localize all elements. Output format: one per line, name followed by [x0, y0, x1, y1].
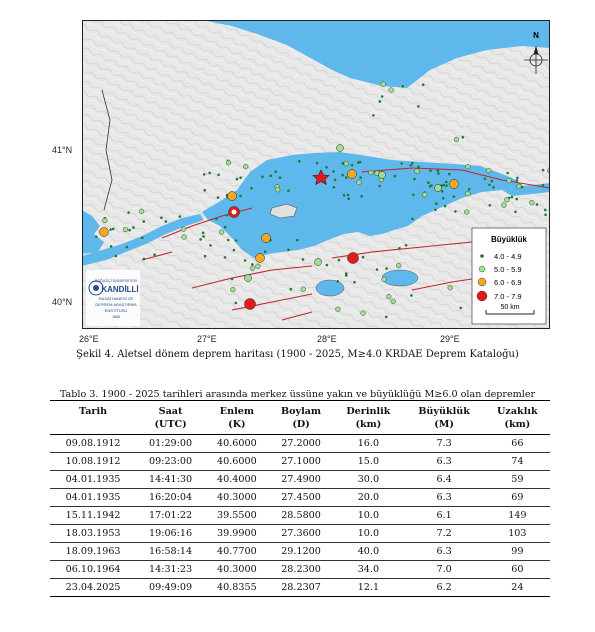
table-cell: 09:49:09	[136, 579, 205, 597]
event-dot	[362, 256, 365, 259]
event-m5	[337, 145, 344, 152]
event-dot	[181, 227, 186, 232]
event-dot	[202, 235, 205, 238]
event-dot	[103, 218, 108, 223]
event-dot	[302, 258, 305, 261]
table-cell: 7.0	[404, 561, 485, 579]
event-dot	[453, 195, 456, 198]
event-dot	[203, 189, 206, 192]
event-dot	[437, 169, 440, 172]
event-dot	[442, 197, 445, 200]
event-dot	[236, 178, 239, 181]
event-dot	[484, 178, 487, 181]
event-dot	[128, 229, 131, 232]
event-dot	[462, 136, 465, 139]
event-dot	[217, 196, 220, 199]
event-dot	[208, 172, 211, 175]
event-dot	[488, 184, 491, 187]
lon-label-28: 28°E	[317, 334, 337, 344]
event-dot	[381, 95, 384, 98]
lon-label-27: 27°E	[197, 334, 217, 344]
lat-label-41: 41°N	[52, 145, 73, 155]
table-cell: 74	[485, 453, 550, 471]
lon-label-29: 29°E	[440, 334, 460, 344]
event-dot	[361, 311, 366, 316]
svg-text:RASATHANESİ VE: RASATHANESİ VE	[98, 296, 134, 301]
event-dot	[492, 186, 495, 189]
event-dot	[422, 192, 427, 197]
table-cell: 103	[485, 525, 550, 543]
event-dot	[109, 228, 112, 231]
table-cell: 39.5500	[205, 507, 269, 525]
earthquake-table	[50, 400, 550, 597]
table-cell: 28.5800	[269, 507, 333, 525]
table-cell: 40.6000	[205, 453, 269, 471]
event-dot	[454, 210, 457, 213]
event-dot	[115, 255, 118, 258]
event-dot	[127, 211, 130, 214]
event-dot	[203, 173, 206, 176]
table-cell: 16.0	[333, 435, 403, 453]
event-dot	[250, 266, 255, 271]
event-dot	[394, 175, 397, 178]
table-cell: 40.7700	[205, 543, 269, 561]
event-dot	[517, 184, 522, 189]
event-dot	[233, 249, 236, 252]
event-dot	[411, 162, 414, 165]
event-dot	[437, 172, 440, 175]
event-m5	[315, 259, 322, 266]
event-dot	[507, 178, 512, 183]
institute-logo	[86, 270, 140, 326]
table-cell: 6.1	[404, 507, 485, 525]
event-dot	[274, 171, 277, 174]
table-row	[50, 543, 550, 561]
event-dot	[530, 200, 535, 205]
event-dot	[143, 220, 146, 223]
event-dot	[217, 174, 220, 177]
table-cell: 15.0	[333, 453, 403, 471]
lake-uluabat	[382, 270, 418, 286]
event-dot	[143, 258, 146, 261]
event-dot	[405, 244, 408, 247]
event-dot	[372, 114, 375, 117]
event-dot	[139, 209, 144, 214]
table-row	[50, 489, 550, 507]
event-dot	[382, 277, 387, 282]
event-dot	[301, 287, 306, 292]
event-m7	[245, 299, 256, 310]
header-unit: (km)	[333, 418, 403, 435]
event-dot	[357, 161, 360, 164]
event-dot	[357, 180, 362, 185]
table-cell: 99	[485, 543, 550, 561]
event-m6	[262, 234, 271, 243]
event-dot	[417, 165, 420, 168]
event-dot	[244, 259, 247, 262]
table-cell: 6.3	[404, 543, 485, 561]
event-dot	[542, 184, 545, 187]
table-row	[50, 561, 550, 579]
table-cell: 40.3000	[205, 489, 269, 507]
event-dot	[243, 164, 248, 169]
table-cell: 19:06:16	[136, 525, 205, 543]
table-row	[50, 525, 550, 543]
table-cell: 40.4000	[205, 471, 269, 489]
event-dot	[209, 244, 212, 247]
event-dot	[341, 174, 344, 177]
event-dot	[542, 169, 545, 172]
table-cell: 69	[485, 489, 550, 507]
event-dot	[141, 237, 144, 240]
event-dot	[544, 213, 547, 216]
event-dot	[231, 278, 234, 281]
event-dot	[369, 170, 374, 175]
event-dot	[515, 198, 518, 201]
table-cell: 27.2000	[269, 435, 333, 453]
table-cell: 12.1	[333, 579, 403, 597]
event-dot	[381, 82, 386, 87]
table-cell: 01:29:00	[136, 435, 205, 453]
event-dot	[165, 220, 168, 223]
header-unit: (M)	[404, 418, 485, 435]
event-m6	[256, 254, 265, 263]
event-dot	[296, 239, 299, 242]
svg-text:BOĞAZİÇİ ÜNİVERSİTESİ: BOĞAZİÇİ ÜNİVERSİTESİ	[94, 279, 138, 283]
event-dot	[376, 268, 379, 271]
north-label: N	[533, 31, 539, 40]
event-dot	[132, 226, 135, 229]
event-dot	[231, 287, 236, 292]
table-cell: 27.3600	[269, 525, 333, 543]
event-dot	[442, 184, 445, 187]
legend-label: 4.0 - 4.9	[494, 252, 522, 261]
event-dot	[378, 185, 381, 188]
event-dot	[502, 203, 507, 208]
header-depth: Derinlik	[333, 401, 403, 419]
svg-text:KANDİLLİ: KANDİLLİ	[101, 285, 139, 294]
event-dot	[536, 203, 539, 206]
event-dot	[415, 169, 420, 174]
event-dot	[444, 205, 447, 208]
event-dot	[325, 166, 328, 169]
event-dot	[486, 168, 491, 173]
event-dot	[219, 230, 224, 235]
event-dot	[385, 267, 388, 270]
event-dot	[434, 209, 437, 212]
event-dot	[251, 263, 254, 266]
table-cell: 14:31:23	[136, 561, 205, 579]
event-dot	[326, 264, 329, 267]
legend-label: 7.0 - 7.9	[494, 292, 522, 301]
event-dot	[264, 251, 267, 254]
event-dot	[521, 186, 524, 189]
event-dot	[411, 218, 414, 221]
event-dot	[345, 274, 348, 277]
event-dot	[410, 294, 413, 297]
table-caption: Tablo 3. 1900 - 2025 tarihleri arasında merkez üssüne yakın ve büyüklüğü M≥6.0 olan depremler	[59, 389, 536, 400]
event-dot	[334, 179, 337, 182]
table-cell: 09.08.1912	[50, 435, 136, 453]
event-dot	[235, 239, 238, 242]
table-cell: 06.10.1964	[50, 561, 136, 579]
event-dot	[511, 196, 514, 199]
table-cell: 7.2	[404, 525, 485, 543]
event-dot	[353, 281, 356, 284]
legend-swatch-m4	[480, 254, 484, 258]
event-dot	[224, 226, 227, 229]
event-dot	[227, 239, 230, 242]
event-m5	[435, 185, 442, 192]
lat-label-40: 40°N	[52, 297, 73, 307]
lake-manyas	[316, 280, 344, 296]
header-unit	[50, 418, 136, 435]
table-header-row	[50, 401, 550, 419]
table-cell: 30.0	[333, 471, 403, 489]
event-dot	[298, 160, 301, 163]
event-dot	[489, 204, 492, 207]
event-dot	[256, 264, 261, 269]
event-dot	[400, 162, 403, 165]
table-cell: 60	[485, 561, 550, 579]
event-dot	[412, 194, 415, 197]
header-time: Saat	[136, 401, 205, 419]
event-dot	[460, 307, 463, 310]
event-dot	[514, 211, 517, 214]
table-cell: 40.0	[333, 543, 403, 561]
event-dot	[224, 256, 227, 259]
magnitude-legend	[472, 228, 546, 324]
table-cell: 04.01.1935	[50, 471, 136, 489]
event-dot	[287, 189, 290, 192]
event-m5	[245, 275, 252, 282]
event-dot	[333, 186, 336, 189]
table-cell: 23.04.2025	[50, 579, 136, 597]
event-dot	[337, 280, 340, 283]
header-lat: Enlem	[205, 401, 269, 419]
table-cell: 29.1200	[269, 543, 333, 561]
table-cell: 40.6000	[205, 435, 269, 453]
event-m7	[348, 253, 359, 264]
event-dot	[279, 176, 282, 179]
event-dot	[389, 88, 394, 93]
legend-swatch-m6	[478, 278, 486, 286]
event-dot	[215, 218, 218, 221]
table-cell: 17:01:22	[136, 507, 205, 525]
event-dot	[153, 253, 156, 256]
event-dot	[402, 85, 405, 88]
event-dot	[345, 176, 348, 179]
event-dot	[448, 173, 451, 176]
table-cell: 6.4	[404, 471, 485, 489]
event-dot	[126, 246, 129, 249]
event-dot	[429, 185, 432, 188]
table-cell: 16:20:04	[136, 489, 205, 507]
event-dot	[445, 184, 448, 187]
header-distance: Uzaklık	[485, 401, 550, 419]
event-dot	[385, 316, 388, 319]
table-cell: 27.1000	[269, 453, 333, 471]
event-m6	[348, 170, 357, 179]
table-cell: 40.3000	[205, 561, 269, 579]
table-cell: 09:23:00	[136, 453, 205, 471]
event-dot	[465, 164, 470, 169]
event-dot	[204, 255, 207, 258]
event-dot	[226, 160, 231, 165]
event-m5	[379, 172, 386, 179]
event-dot	[199, 238, 202, 241]
legend-label: 6.0 - 6.9	[494, 278, 522, 287]
event-m7-ring	[232, 210, 237, 215]
event-m6	[450, 180, 459, 189]
event-dot	[413, 178, 416, 181]
legend-swatch-m5	[479, 266, 485, 272]
table-cell: 34.0	[333, 561, 403, 579]
event-m6	[228, 192, 237, 201]
event-dot	[239, 195, 242, 198]
event-dot	[396, 263, 401, 268]
table-cell: 27.4500	[269, 489, 333, 507]
event-dot	[448, 285, 453, 290]
table-cell: 10.0	[333, 525, 403, 543]
event-m6	[100, 228, 109, 237]
table-cell: 6.3	[404, 489, 485, 507]
event-dot	[544, 209, 547, 212]
table-row	[50, 507, 550, 525]
event-dot	[270, 174, 273, 177]
event-dot	[410, 164, 413, 167]
table-cell: 18.03.1953	[50, 525, 136, 543]
event-dot	[445, 181, 448, 184]
svg-text:ENSTİTÜSÜ: ENSTİTÜSÜ	[104, 308, 128, 313]
table-cell: 27.4900	[269, 471, 333, 489]
event-dot	[359, 176, 362, 179]
table-cell: 59	[485, 471, 550, 489]
table-cell: 10.0	[333, 507, 403, 525]
table-cell: 6.2	[404, 579, 485, 597]
event-dot	[516, 179, 519, 182]
event-dot	[336, 307, 341, 312]
event-dot	[351, 164, 354, 167]
svg-text:1868: 1868	[112, 315, 120, 319]
event-dot	[316, 162, 319, 165]
header-unit: (UTC)	[136, 418, 205, 435]
event-dot	[454, 137, 459, 142]
header-lon: Boylam	[269, 401, 333, 419]
event-dot	[465, 191, 470, 196]
event-dot	[504, 197, 509, 202]
event-dot	[427, 181, 430, 184]
table-row	[50, 579, 550, 597]
event-dot	[239, 177, 242, 180]
event-dot	[202, 232, 205, 235]
event-dot	[160, 217, 163, 220]
table-cell: 16:58:14	[136, 543, 205, 561]
event-dot	[441, 190, 444, 193]
table-cell: 28.2300	[269, 561, 333, 579]
header-unit: (K)	[205, 418, 269, 435]
seismicity-map	[82, 20, 550, 329]
event-dot	[360, 195, 363, 198]
table-cell: 66	[485, 435, 550, 453]
event-dot	[429, 169, 432, 172]
scale-label: 50 km	[500, 304, 520, 311]
table-cell: 39.9900	[205, 525, 269, 543]
table-cell: 40.8355	[205, 579, 269, 597]
event-dot	[332, 170, 335, 173]
event-dot	[422, 83, 425, 86]
event-dot	[417, 105, 420, 108]
event-dot	[235, 302, 238, 305]
table-cell: 18.09.1963	[50, 543, 136, 561]
event-dot	[491, 180, 494, 183]
table-cell: 7.3	[404, 435, 485, 453]
event-dot	[347, 194, 350, 197]
table-cell: 10.08.1912	[50, 453, 136, 471]
table-cell: 04.01.1935	[50, 489, 136, 507]
event-dot	[347, 197, 350, 200]
legend-title: Büyüklük	[490, 235, 528, 244]
event-dot	[179, 215, 182, 218]
event-dot	[290, 288, 293, 291]
table-cell: 149	[485, 507, 550, 525]
table-cell: 20.0	[333, 489, 403, 507]
table-row	[50, 471, 550, 489]
event-dot	[398, 247, 401, 250]
table-cell: 24	[485, 579, 550, 597]
event-dot	[123, 227, 128, 232]
header-unit: (km)	[485, 418, 550, 435]
table-cell: 15.11.1942	[50, 507, 136, 525]
event-dot	[182, 235, 187, 240]
event-dot	[112, 228, 115, 231]
table-header-units-row	[50, 418, 550, 435]
table-cell: 6.3	[404, 453, 485, 471]
event-dot	[226, 214, 229, 217]
event-dot	[250, 187, 253, 190]
event-dot	[435, 202, 438, 205]
event-dot	[261, 176, 264, 179]
header-unit: (D)	[269, 418, 333, 435]
table-cell: 28.2307	[269, 579, 333, 597]
event-dot	[379, 100, 382, 103]
header-date: Tarih	[50, 401, 136, 419]
figure-caption: Şekil 4. Aletsel dönem deprem haritası (1900 - 2025, M≥4.0 KRDAE Deprem Kataloğu)	[76, 349, 519, 360]
table-cell: 14:41:30	[136, 471, 205, 489]
table-row	[50, 435, 550, 453]
event-dot	[386, 294, 391, 299]
event-dot	[343, 194, 346, 197]
event-dot	[338, 259, 341, 262]
event-dot	[464, 210, 469, 215]
event-dot	[287, 249, 290, 252]
lon-label-26: 26°E	[79, 334, 99, 344]
event-dot	[95, 236, 98, 239]
table-row	[50, 453, 550, 471]
event-dot	[391, 299, 396, 304]
event-dot	[506, 172, 509, 175]
event-dot	[275, 187, 280, 192]
legend-swatch-m7	[477, 291, 487, 301]
header-mag: Büyüklük	[404, 401, 485, 419]
legend-label: 5.0 - 5.9	[494, 265, 522, 274]
event-dot	[468, 188, 471, 191]
event-dot	[342, 162, 345, 165]
svg-text:DEPREM ARAŞTIRMA: DEPREM ARAŞTIRMA	[95, 302, 137, 307]
event-dot	[110, 245, 113, 248]
event-dot	[516, 177, 519, 180]
